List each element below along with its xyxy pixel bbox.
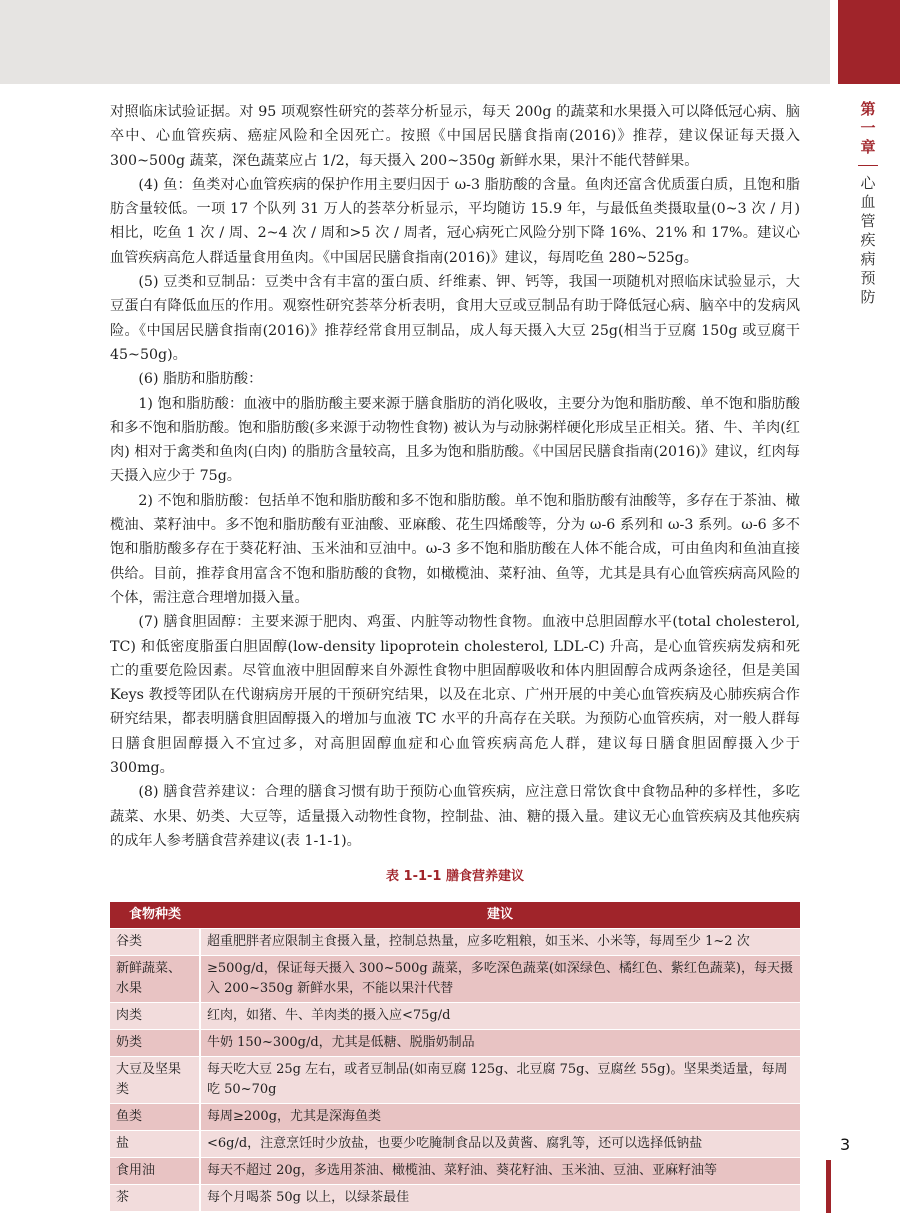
advice-cell: ≥500g/d，保证每天摄入 300~500g 蔬菜，多吃深色蔬菜(如深绿色、橘红色、紫红色蔬菜)，每天摄入 200~350g 新鲜水果，不能以果汁代替 xyxy=(200,955,800,1002)
table-row xyxy=(110,1029,800,1056)
chapter-char: 第 xyxy=(860,100,876,118)
advice-cell: 每周≥200g，尤其是深海鱼类 xyxy=(200,1103,800,1130)
chapter-char: 一 xyxy=(860,119,876,137)
side-divider xyxy=(858,165,878,166)
food-cell: 盐 xyxy=(110,1130,200,1157)
paragraph-fat-heading: (6) 脂肪和脂肪酸： xyxy=(138,371,263,388)
paragraph-cholesterol: (7) 膳食胆固醇：主要来源于肥肉、鸡蛋、内脏等动物性食物。血液中总胆固醇水平(total cholesterol, TC) 和低密度脂蛋白胆固醇(low-density lipoprotein cholesterol, LDL-C) 升高，是心血管疾病发病和死亡的重要危险因素。尽管血液中胆固醇来自外源性食物中胆固醇吸收和体内胆固醇合成两条途径，但是美国 Keys 教授等团队在代谢病房开展的干预研究结果，以及在北京、广州开展的中美心血管疾病及心肺疾病合作研究结果，都表明膳食胆固醇摄入的增加与血液 TC 水平的升高存在关联。为预防心血管疾病，对一般人群每日膳食胆固醇摄入不宜过多，对高胆固醇血症和心血管疾病高危人群，建议每日膳食胆固醇摄入少于 300mg。 xyxy=(110,614,800,777)
paragraph-diet-advice: (8) 膳食营养建议：合理的膳食习惯有助于预防心血管疾病，应注意日常饮食中食物品种的多样性，多吃蔬菜、水果、奶类、大豆等，适量摄入动物性食物，控制盐、油、糖的摄入量。建议无心血管疾病及其他疾病的成年人参考膳食营养建议(表 1-1-1)。 xyxy=(110,784,800,849)
title-char: 预 xyxy=(860,269,876,287)
food-cell: 鱼类 xyxy=(110,1103,200,1130)
advice-cell: 每个月喝茶 50g 以上，以绿茶最佳 xyxy=(200,1184,800,1211)
page-edge-bar xyxy=(826,1160,831,1213)
paragraph-saturated-fat: 1) 饱和脂肪酸：血液中的脂肪酸主要来源于膳食脂肪的消化吸收，主要分为饱和脂肪酸、单不饱和脂肪酸和多不饱和脂肪酸。饱和脂肪酸(多来源于动物性食物) 被认为与动脉粥样硬化形成呈正相关。猪、牛、羊肉(红肉) 相对于禽类和鱼肉(白肉) 的脂肪含量较高，且多为饱和脂肪酸。《中国居民膳食指南(2016)》建议，红肉每天摄入应少于 75g。 xyxy=(110,395,800,485)
title-char: 心 xyxy=(860,174,876,192)
page-number: 3 xyxy=(840,1135,851,1154)
table-row xyxy=(110,1130,800,1157)
chapter-side-label xyxy=(836,100,900,307)
table-row xyxy=(110,928,800,955)
table-row xyxy=(110,1056,800,1103)
title-char: 疾 xyxy=(860,231,876,249)
title-char: 病 xyxy=(860,250,876,268)
table-row xyxy=(110,1103,800,1130)
main-text xyxy=(110,100,800,1211)
advice-cell: 每天吃大豆 25g 左右，或者豆制品(如南豆腐 125g、北豆腐 75g、豆腐丝 55g)。坚果类适量，每周吃 50~70g xyxy=(200,1056,800,1103)
table-row xyxy=(110,955,800,1002)
food-cell: 奶类 xyxy=(110,1029,200,1056)
food-cell: 新鲜蔬菜、水果 xyxy=(110,955,200,1002)
diet-advice-table xyxy=(110,902,800,1211)
title-char: 防 xyxy=(860,288,876,306)
paragraph-fish: (4) 鱼：鱼类对心血管疾病的保护作用主要归因于 ω-3 脂肪酸的含量。鱼肉还富含优质蛋白质，且饱和脂肪含量较低。一项 17 个队列 31 万人的荟萃分析显示，平均随访 15.9 年，与最低鱼类摄取量(0~3 次 / 月) 相比，吃鱼 1 次 / 周、2~4 次 / 周和>5 次 / 周者，冠心病死亡风险分别下降 16%、21% 和 17%。建议心血管疾病高危人群适量食用鱼肉。《中国居民膳食指南(2016)》建议，每周吃鱼 280~525g。 xyxy=(110,176,800,266)
advice-cell: <6g/d，注意烹饪时少放盐，也要少吃腌制食品以及黄酱、腐乳等，还可以选择低钠盐 xyxy=(200,1130,800,1157)
food-cell: 食用油 xyxy=(110,1157,200,1184)
table-header-row xyxy=(110,902,800,929)
table-row xyxy=(110,1002,800,1029)
food-cell: 肉类 xyxy=(110,1002,200,1029)
header-advice: 建议 xyxy=(200,902,800,929)
advice-cell: 超重肥胖者应限制主食摄入量，控制总热量，应多吃粗粮，如玉米、小米等，每周至少 1~2 次 xyxy=(200,928,800,955)
chapter-tab xyxy=(838,0,900,84)
chapter-number xyxy=(836,100,900,157)
advice-cell: 牛奶 150~300g/d，尤其是低糖、脱脂奶制品 xyxy=(200,1029,800,1056)
advice-cell: 红肉，如猪、牛、羊肉类的摄入应<75g/d xyxy=(200,1002,800,1029)
header-food-type: 食物种类 xyxy=(110,902,200,929)
paragraph-unsaturated-fat: 2) 不饱和脂肪酸：包括单不饱和脂肪酸和多不饱和脂肪酸。单不饱和脂肪酸有油酸等，多存在于茶油、橄榄油、菜籽油中。多不饱和脂肪酸有亚油酸、亚麻酸、花生四烯酸等，分为 ω-6 系列和 ω-3 系列。ω-6 多不饱和脂肪酸多存在于葵花籽油、玉米油和豆油中。ω-3 多不饱和脂肪酸在人体不能合成，可由鱼肉和鱼油直接供给。目前，推荐食用富含不饱和脂肪酸的食物，如橄榄油、菜籽油、鱼等，尤其是具有心血管疾病高风险的个体，需注意合理增加摄入量。 xyxy=(110,492,800,606)
table-row xyxy=(110,1184,800,1211)
paragraph-beans: (5) 豆类和豆制品：豆类中含有丰富的蛋白质、纤维素、钾、钙等，我国一项随机对照临床试验显示，大豆蛋白有降低血压的作用。观察性研究荟萃分析表明，食用大豆或豆制品有助于降低冠心病、脑卒中的发病风险。《中国居民膳食指南(2016)》推荐经常食用豆制品，成人每天摄入大豆 25g(相当于豆腐 150g 或豆腐干 45~50g)。 xyxy=(110,274,800,363)
food-cell: 大豆及坚果类 xyxy=(110,1056,200,1103)
table-caption: 表 1-1-1 膳食营养建议 xyxy=(386,869,524,885)
table-row xyxy=(110,1157,800,1184)
title-char: 管 xyxy=(860,212,876,230)
chapter-title xyxy=(836,174,900,307)
title-char: 血 xyxy=(860,193,876,211)
chapter-char: 章 xyxy=(860,138,876,156)
paragraph: 对照临床试验证据。对 95 项观察性研究的荟萃分析显示，每天 200g 的蔬菜和水果摄入可以降低冠心病、脑卒中、心血管疾病、癌症风险和全因死亡。按照《中国居民膳食指南(2016)》推荐，建议保证每天摄入 300~500g 蔬菜，深色蔬菜应占 1/2，每天摄入 200~350g 新鲜水果，果汁不能代替鲜果。 xyxy=(110,104,800,169)
food-cell: 茶 xyxy=(110,1184,200,1211)
food-cell: 谷类 xyxy=(110,928,200,955)
advice-cell: 每天不超过 20g，多选用茶油、橄榄油、菜籽油、葵花籽油、玉米油、豆油、亚麻籽油等 xyxy=(200,1157,800,1184)
header-band xyxy=(0,0,830,84)
